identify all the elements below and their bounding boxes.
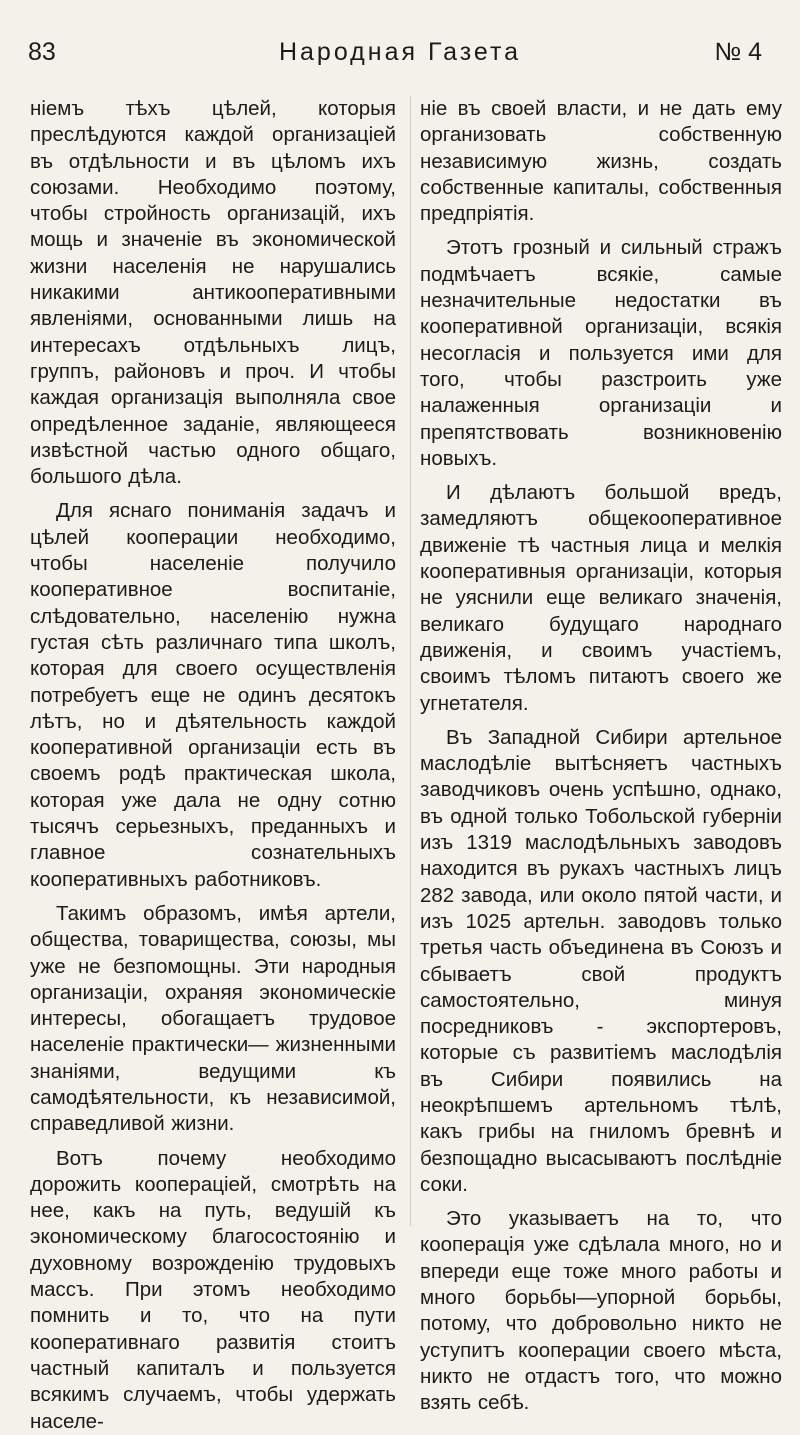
left-paragraph-3: Такимъ образомъ, имѣя артели, общества, товарищества, союзы, мы уже не безпомощны. Эти народныя организаціи, охраняя экономическіе интересы, обогащаетъ трудовое населеніе практически— жизненными знаніями, ведущими къ самодѣятельности, къ независимой, справедливой жизни. [30, 901, 396, 1136]
page-number: 83 [28, 38, 56, 66]
left-paragraph-4: Вотъ почему необходимо дорожить кооперацiей, смотрѣть на нее, какъ на путь, ведушій къ экономическому благосостоянію и духовному возрожденію трудовыхъ массъ. При этомъ необходимо помнить и то, что на пути кооперативнаго развитія стоитъ частный капиталъ и пользуется всякимъ случаемъ, чтобы удержать населе- [30, 1146, 396, 1433]
newspaper-title: Народная Газета [278, 38, 522, 66]
right-paragraph-1: ніе въ своей власти, и не дать ему организовать собственную независимую жизнь, создать собственные капиталы, собственныя предпріятія. [420, 97, 782, 226]
left-paragraph-1: ніемъ тѣхъ цѣлей, которыя преслѣдуются каждой организаціей въ отдѣльности и въ цѣломъ ихъ союзами. Необходимо поэтому, чтобы стройность организацій, ихъ мощь и значеніе въ экономической жизни населенія не нарушались никакими антикооперативными явленіями, основанными лишь на интересахъ отдѣльныхъ лицъ, группъ, районовъ и проч. И чтобы каждая организація выполняла свое опредѣленное заданіе, являющееся извѣстной частью одного общаго, большого дѣла. [30, 97, 396, 489]
left-column [30, 96, 396, 1435]
right-column [420, 96, 782, 1417]
right-paragraph-3: И дѣлаютъ большой вредъ, замедляютъ общекооперативное движеніе тѣ частныя лица и мелкія кооперативныя организаціи, которыя не уяснили еще великаго значенія, великаго будущаго народнаго движенія, и своимъ участіемъ, своимъ тѣломъ питаютъ своего же угнетателя. [420, 481, 782, 715]
column-divider [410, 96, 411, 1226]
issue-number: № 4 [714, 38, 762, 66]
right-paragraph-2: Этотъ грозный и сильный стражъ подмѣчаетъ всякіе, самые незначительные недостатки въ кооперативной организаціи, всякія несогласія и пользуется ими для того, чтобы разстроить уже налаженныя организаціи и препятствовать возникновенію новыхъ. [420, 236, 782, 470]
left-paragraph-2: Для яснаго пониманія задачъ и цѣлей кооперации необходимо, чтобы населеніе получило кооперативное воспитаніе, слѣдовательно, населенію нужна густая сѣть различнаго типа школъ, которая для своего осуществленія потребуетъ еще не одинъ десятокъ лѣтъ, но и дѣятельность каждой кооперативной организаціи есть въ своемъ родѣ практическая школа, которая уже дала не одну сотню тысячъ серьезныхъ, преданныхъ и главное сознательныхъ кооперативныхъ работниковъ. [30, 499, 396, 891]
right-paragraph-5: Это указываетъ на то, что кооперація уже сдѣлала много, но и впереди еще тоже много работы и много борьбы—упорной борьбы, потому, что добровольно никто не уступитъ кооперации своего мѣста, никто не отдастъ того, что можно взять себѣ. [420, 1207, 782, 1415]
page-header [0, 38, 800, 78]
right-paragraph-4: Въ Западной Сибири артельное маслодѣліе вытѣсняетъ частныхъ заводчиковъ очень успѣшно, однако, въ одной только Тобольской губерніи изъ 1319 маслодѣльныхъ заводовъ находится въ рукахъ частныхъ лицъ 282 завода, или около пятой части, и изъ 1025 артельн. заводовъ только третья часть объединена въ Союзъ и сбываетъ свой продуктъ самостоятельно, минуя посредниковъ - экспортеровъ, которые съ развитіемъ маслодѣлія въ Сибири появились на неокрѣпшемъ артельномъ тѣлѣ, какъ грибы на гниломъ бревнѣ и безпощадно высасываютъ послѣдніе соки. [420, 725, 782, 1196]
